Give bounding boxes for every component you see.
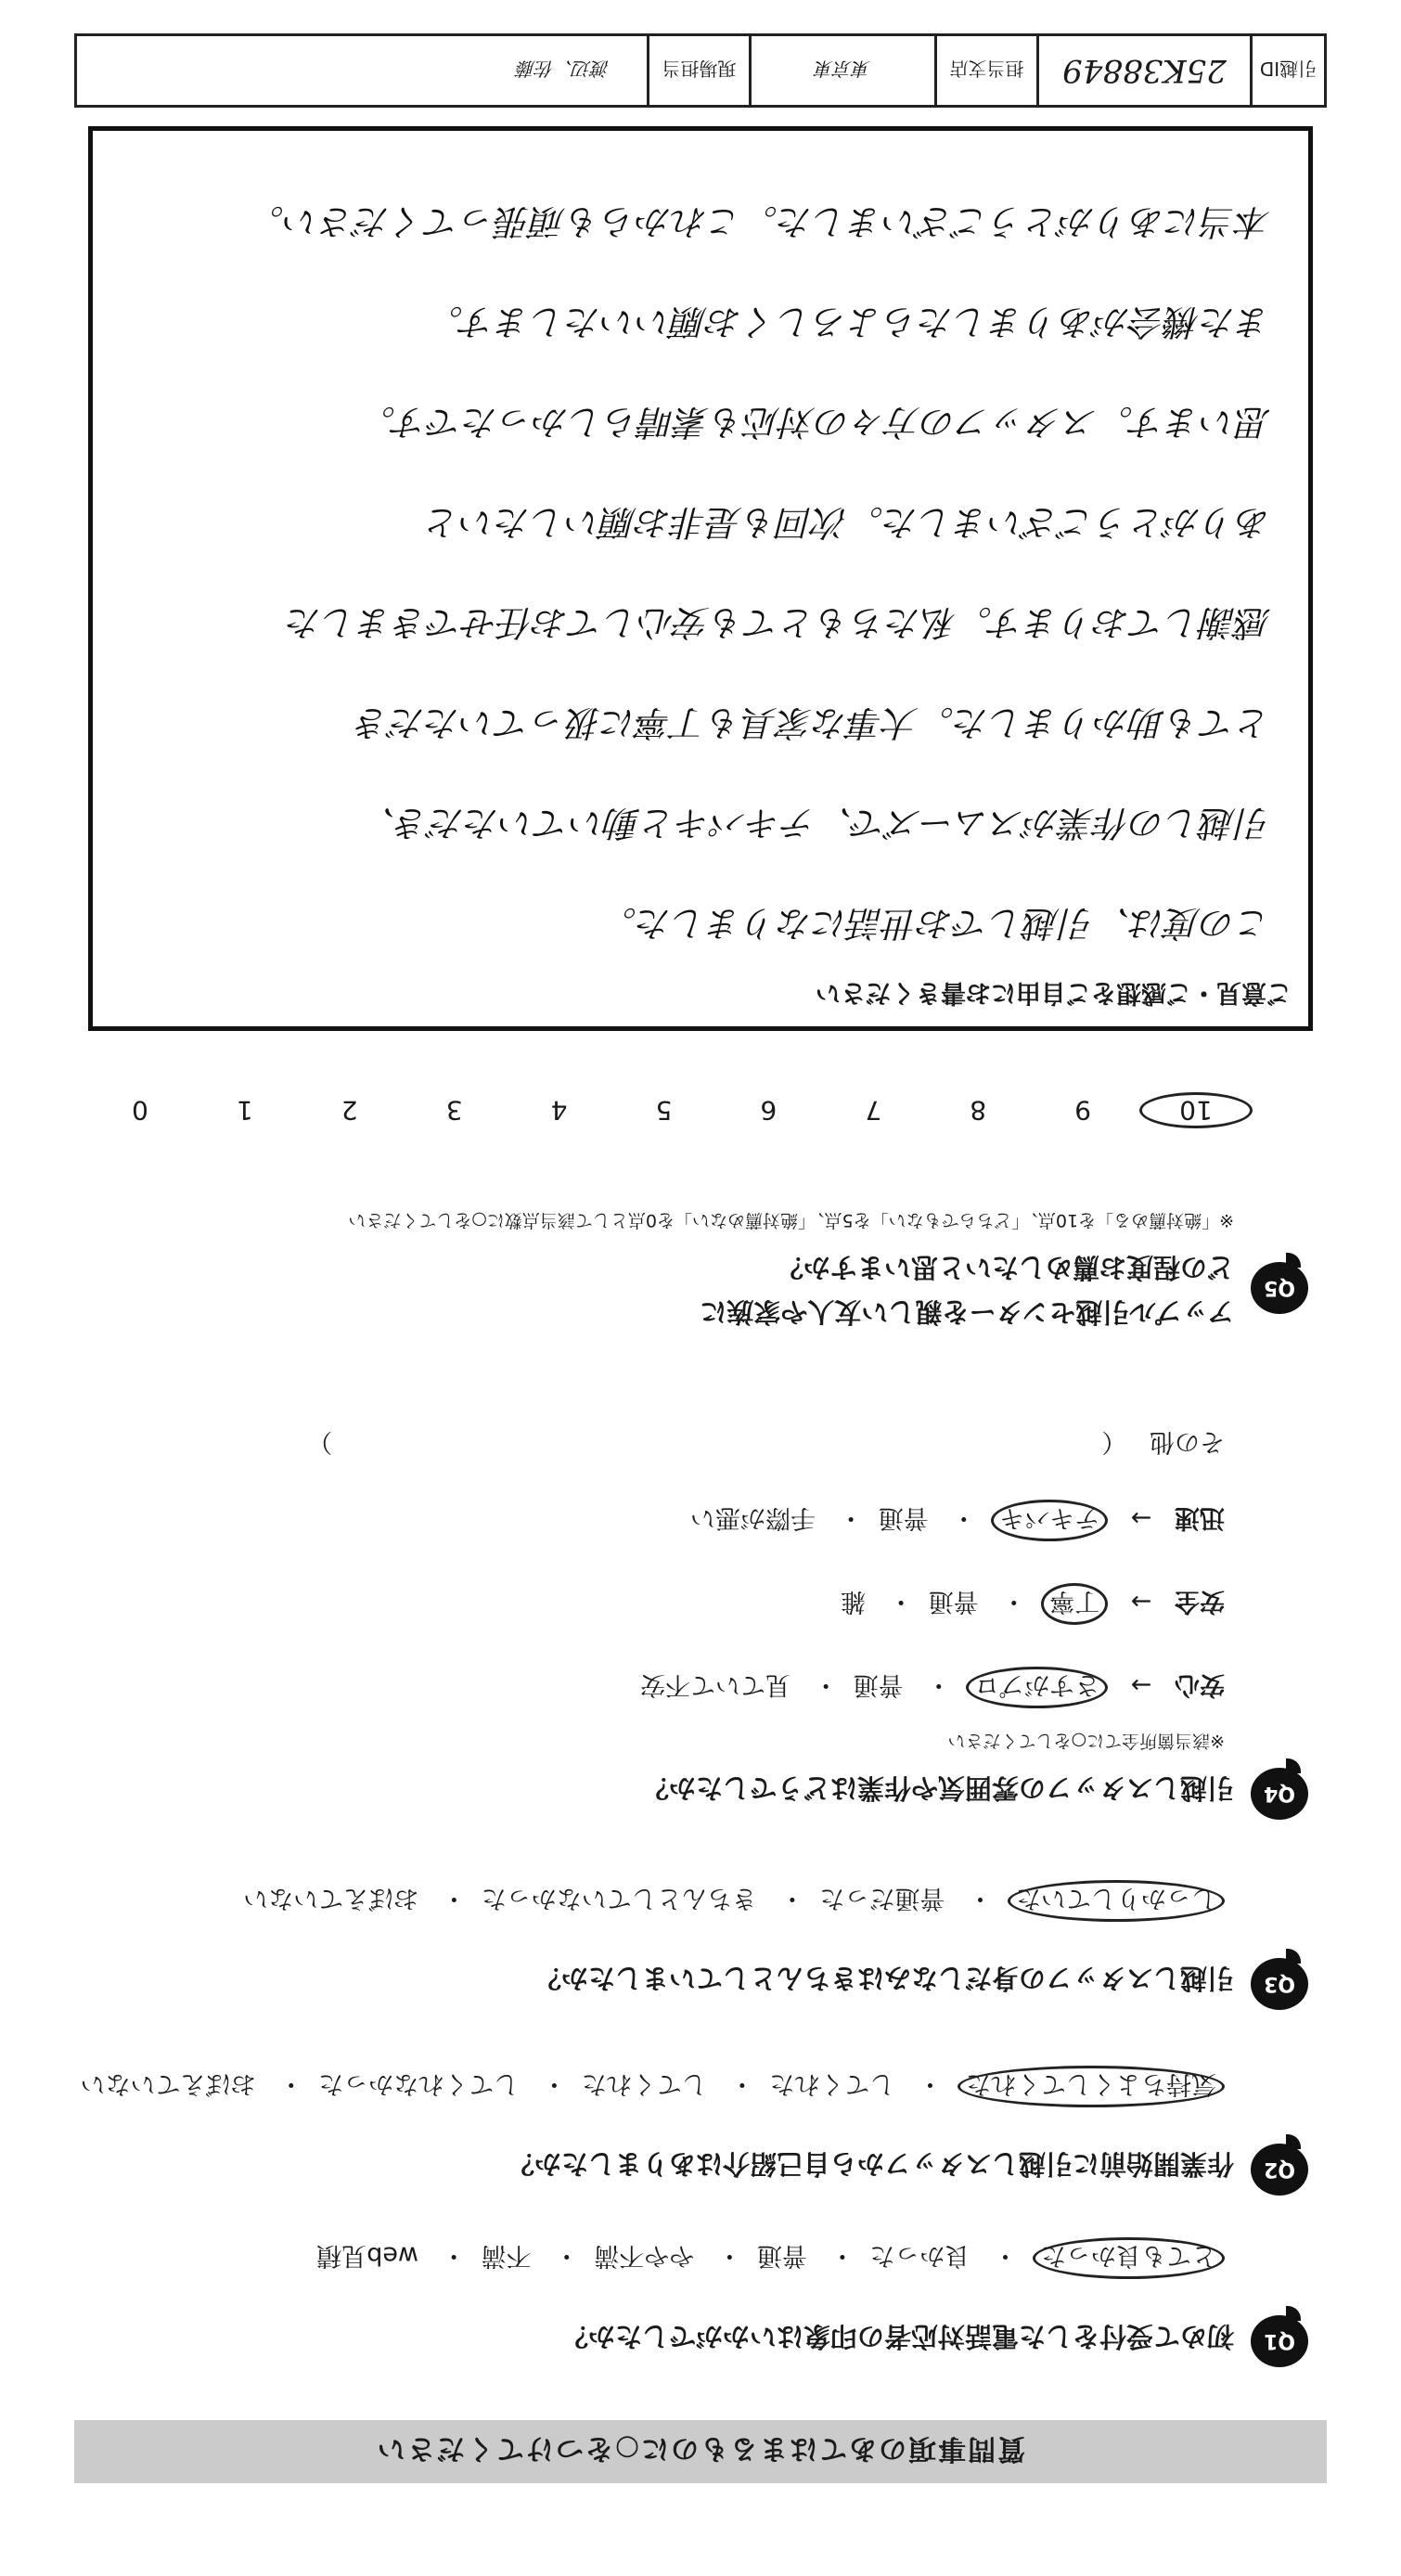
q1-option-selected[interactable]: とても良かった xyxy=(1033,2237,1225,2279)
comment-title: ご意見・ご感想をご自由にお書きください xyxy=(816,978,1292,1007)
q4-option[interactable]: 見ていて不安 xyxy=(640,1670,790,1699)
q4-option-selected[interactable]: テキパキ xyxy=(991,1500,1108,1541)
q5-scale xyxy=(92,1092,1253,1128)
q1-option[interactable]: 良かった xyxy=(869,2241,970,2270)
q4-row-anzen: 安全 → 丁寧・ 普通・ 雑 xyxy=(826,1583,1225,1625)
q4-badge: Q4 xyxy=(1251,1768,1308,1820)
comment-line: 引越しの作業がスムーズで、テキパキと動いていただき、 xyxy=(360,803,1271,844)
q1-option[interactable]: やや不満 xyxy=(594,2241,695,2270)
q1-options: とても良かった・ 良かった・ 普通・ やや不満・ 不満・ web見積 xyxy=(302,2237,1225,2279)
q5-score[interactable]: 2 xyxy=(341,1095,358,1126)
q3-option-selected[interactable]: しっかりしていた xyxy=(1008,1880,1225,1922)
q4-option-selected[interactable]: 丁寧 xyxy=(1041,1583,1108,1625)
id-value: 25K38849 xyxy=(1036,36,1250,105)
q3-badge: Q3 xyxy=(1251,1958,1308,2010)
q2-title: 作業開始前に引越しスタッフから自己紹介はありましたか？ xyxy=(507,2148,1234,2180)
branch-label: 担当支店 xyxy=(934,36,1036,105)
comment-line: この度は、引越しでお世話になりました。 xyxy=(600,903,1271,944)
q4-option[interactable]: 雑 xyxy=(841,1587,866,1616)
q5-score[interactable]: 5 xyxy=(655,1095,673,1126)
q5-score[interactable]: 9 xyxy=(1074,1095,1092,1126)
id-label: 引越ID xyxy=(1250,36,1324,105)
q5-score[interactable]: 8 xyxy=(970,1095,987,1126)
q5-score[interactable]: 1 xyxy=(236,1095,253,1126)
q4-other-row xyxy=(176,1426,1225,1462)
staff-value: 渡辺、佐藤 xyxy=(517,58,610,81)
arrow-right-icon: → xyxy=(1130,1503,1152,1532)
branch-value: 東京東 xyxy=(749,36,934,105)
q3-option[interactable]: おぼえていない xyxy=(243,1884,419,1913)
q3-title: 引越しスタッフの身だしなみはきちんとしていましたか？ xyxy=(533,1963,1234,1994)
comment-line: 本当にありがとうございました。これからも頑張ってください。 xyxy=(248,201,1271,242)
q2-badge: Q2 xyxy=(1251,2144,1308,2196)
comment-line: ありがとうございました。次回も是非お願いしたいと xyxy=(424,502,1271,543)
q4-option[interactable]: 普通 xyxy=(853,1670,904,1699)
q4-option[interactable]: 普通 xyxy=(928,1587,979,1616)
q4-other-open: （ xyxy=(1101,1427,1127,1456)
q4-row-label: 迅速 xyxy=(1175,1503,1225,1532)
q1-badge: Q1 xyxy=(1251,2315,1308,2367)
q4-row-label: 安心 xyxy=(1175,1670,1225,1699)
q1-title: 初めて受付をした電話対応者の印象はいかがでしたか？ xyxy=(560,2321,1234,2352)
q2-options: 気持ちよくしてくれた・ してくれた・ してくれた・ してくれなかった・ おぼえていない xyxy=(66,2066,1225,2107)
q3-option[interactable]: 普通だった xyxy=(819,1884,945,1913)
q5-title-line2: どの程度お薦めしたいと思いますか？ xyxy=(776,1252,1234,1283)
q5-score[interactable]: 7 xyxy=(865,1095,882,1126)
comment-line: また機会がありましたらよろしくお願いいたします。 xyxy=(428,302,1271,342)
q5-score-selected[interactable]: 10 xyxy=(1139,1092,1253,1128)
q2-option[interactable]: おぼえていない xyxy=(80,2069,256,2098)
q5-score[interactable]: 6 xyxy=(760,1095,778,1126)
comment-line: とても助かりました。大事な家具も丁寧に扱っていただき xyxy=(353,702,1271,743)
q5-score[interactable]: 0 xyxy=(132,1095,148,1126)
q4-option[interactable]: 手際が悪い xyxy=(690,1503,816,1532)
comment-box[interactable] xyxy=(88,126,1313,1031)
q4-row-label: 安全 xyxy=(1175,1587,1225,1616)
q4-option-selected[interactable]: さすがプロ xyxy=(966,1667,1108,1708)
q5-title-line1: アップル引越センターを親しい友人や家族に xyxy=(700,1296,1234,1328)
q2-option[interactable]: してくれた xyxy=(581,2069,707,2098)
q5-badge: Q5 xyxy=(1251,1262,1308,1314)
q4-row-anshin: 安心 → さすがプロ・ 普通・ 見ていて不安 xyxy=(625,1667,1225,1708)
comment-line: 思います。スタッフの方々の対応も素晴らしかったです。 xyxy=(360,402,1271,443)
q4-row-jinsoku: 迅速 → テキパキ・ 普通・ 手際が悪い xyxy=(675,1500,1225,1541)
comment-line: 感謝しております。私たちもとても安心してお任せできました xyxy=(287,602,1271,643)
q4-note: ※該当箇所全てに○をしてください xyxy=(947,1731,1225,1751)
q4-option[interactable]: 普通 xyxy=(878,1503,929,1532)
q2-option[interactable]: してくれた xyxy=(769,2069,895,2098)
q1-option[interactable]: 不満 xyxy=(481,2241,532,2270)
q5-note: ※「絶対薦める」を10点、「どちらでもない」を5点、「絶対薦めない」を0点として該当点数に○をしてください xyxy=(348,1210,1234,1230)
q5-score[interactable]: 3 xyxy=(445,1095,463,1126)
q1-option[interactable]: 普通 xyxy=(756,2241,807,2270)
q2-option[interactable]: してくれなかった xyxy=(318,2069,520,2098)
instructions-banner: 質問事項のあてはまるものに○をつけてください xyxy=(74,2420,1327,2483)
q5-score[interactable]: 4 xyxy=(550,1095,568,1126)
q4-other-label: その他 xyxy=(1150,1427,1225,1456)
arrow-right-icon: → xyxy=(1130,1670,1152,1699)
q4-other-close: ） xyxy=(307,1427,333,1456)
q2-option-selected[interactable]: 気持ちよくしてくれた xyxy=(958,2066,1225,2107)
q3-option[interactable]: きちんとしていなかった xyxy=(481,1884,757,1913)
q1-option[interactable]: web見積 xyxy=(316,2241,419,2270)
q3-options: しっかりしていた・ 普通だった・ きちんとしていなかった・ おぼえていない xyxy=(228,1880,1225,1922)
arrow-right-icon: → xyxy=(1130,1587,1152,1616)
staff-label: 現場担当 xyxy=(647,36,749,105)
q4-title: 引越しスタッフの雰囲気や作業はどうでしたか？ xyxy=(641,1772,1234,1804)
header-info-table xyxy=(74,33,1327,108)
